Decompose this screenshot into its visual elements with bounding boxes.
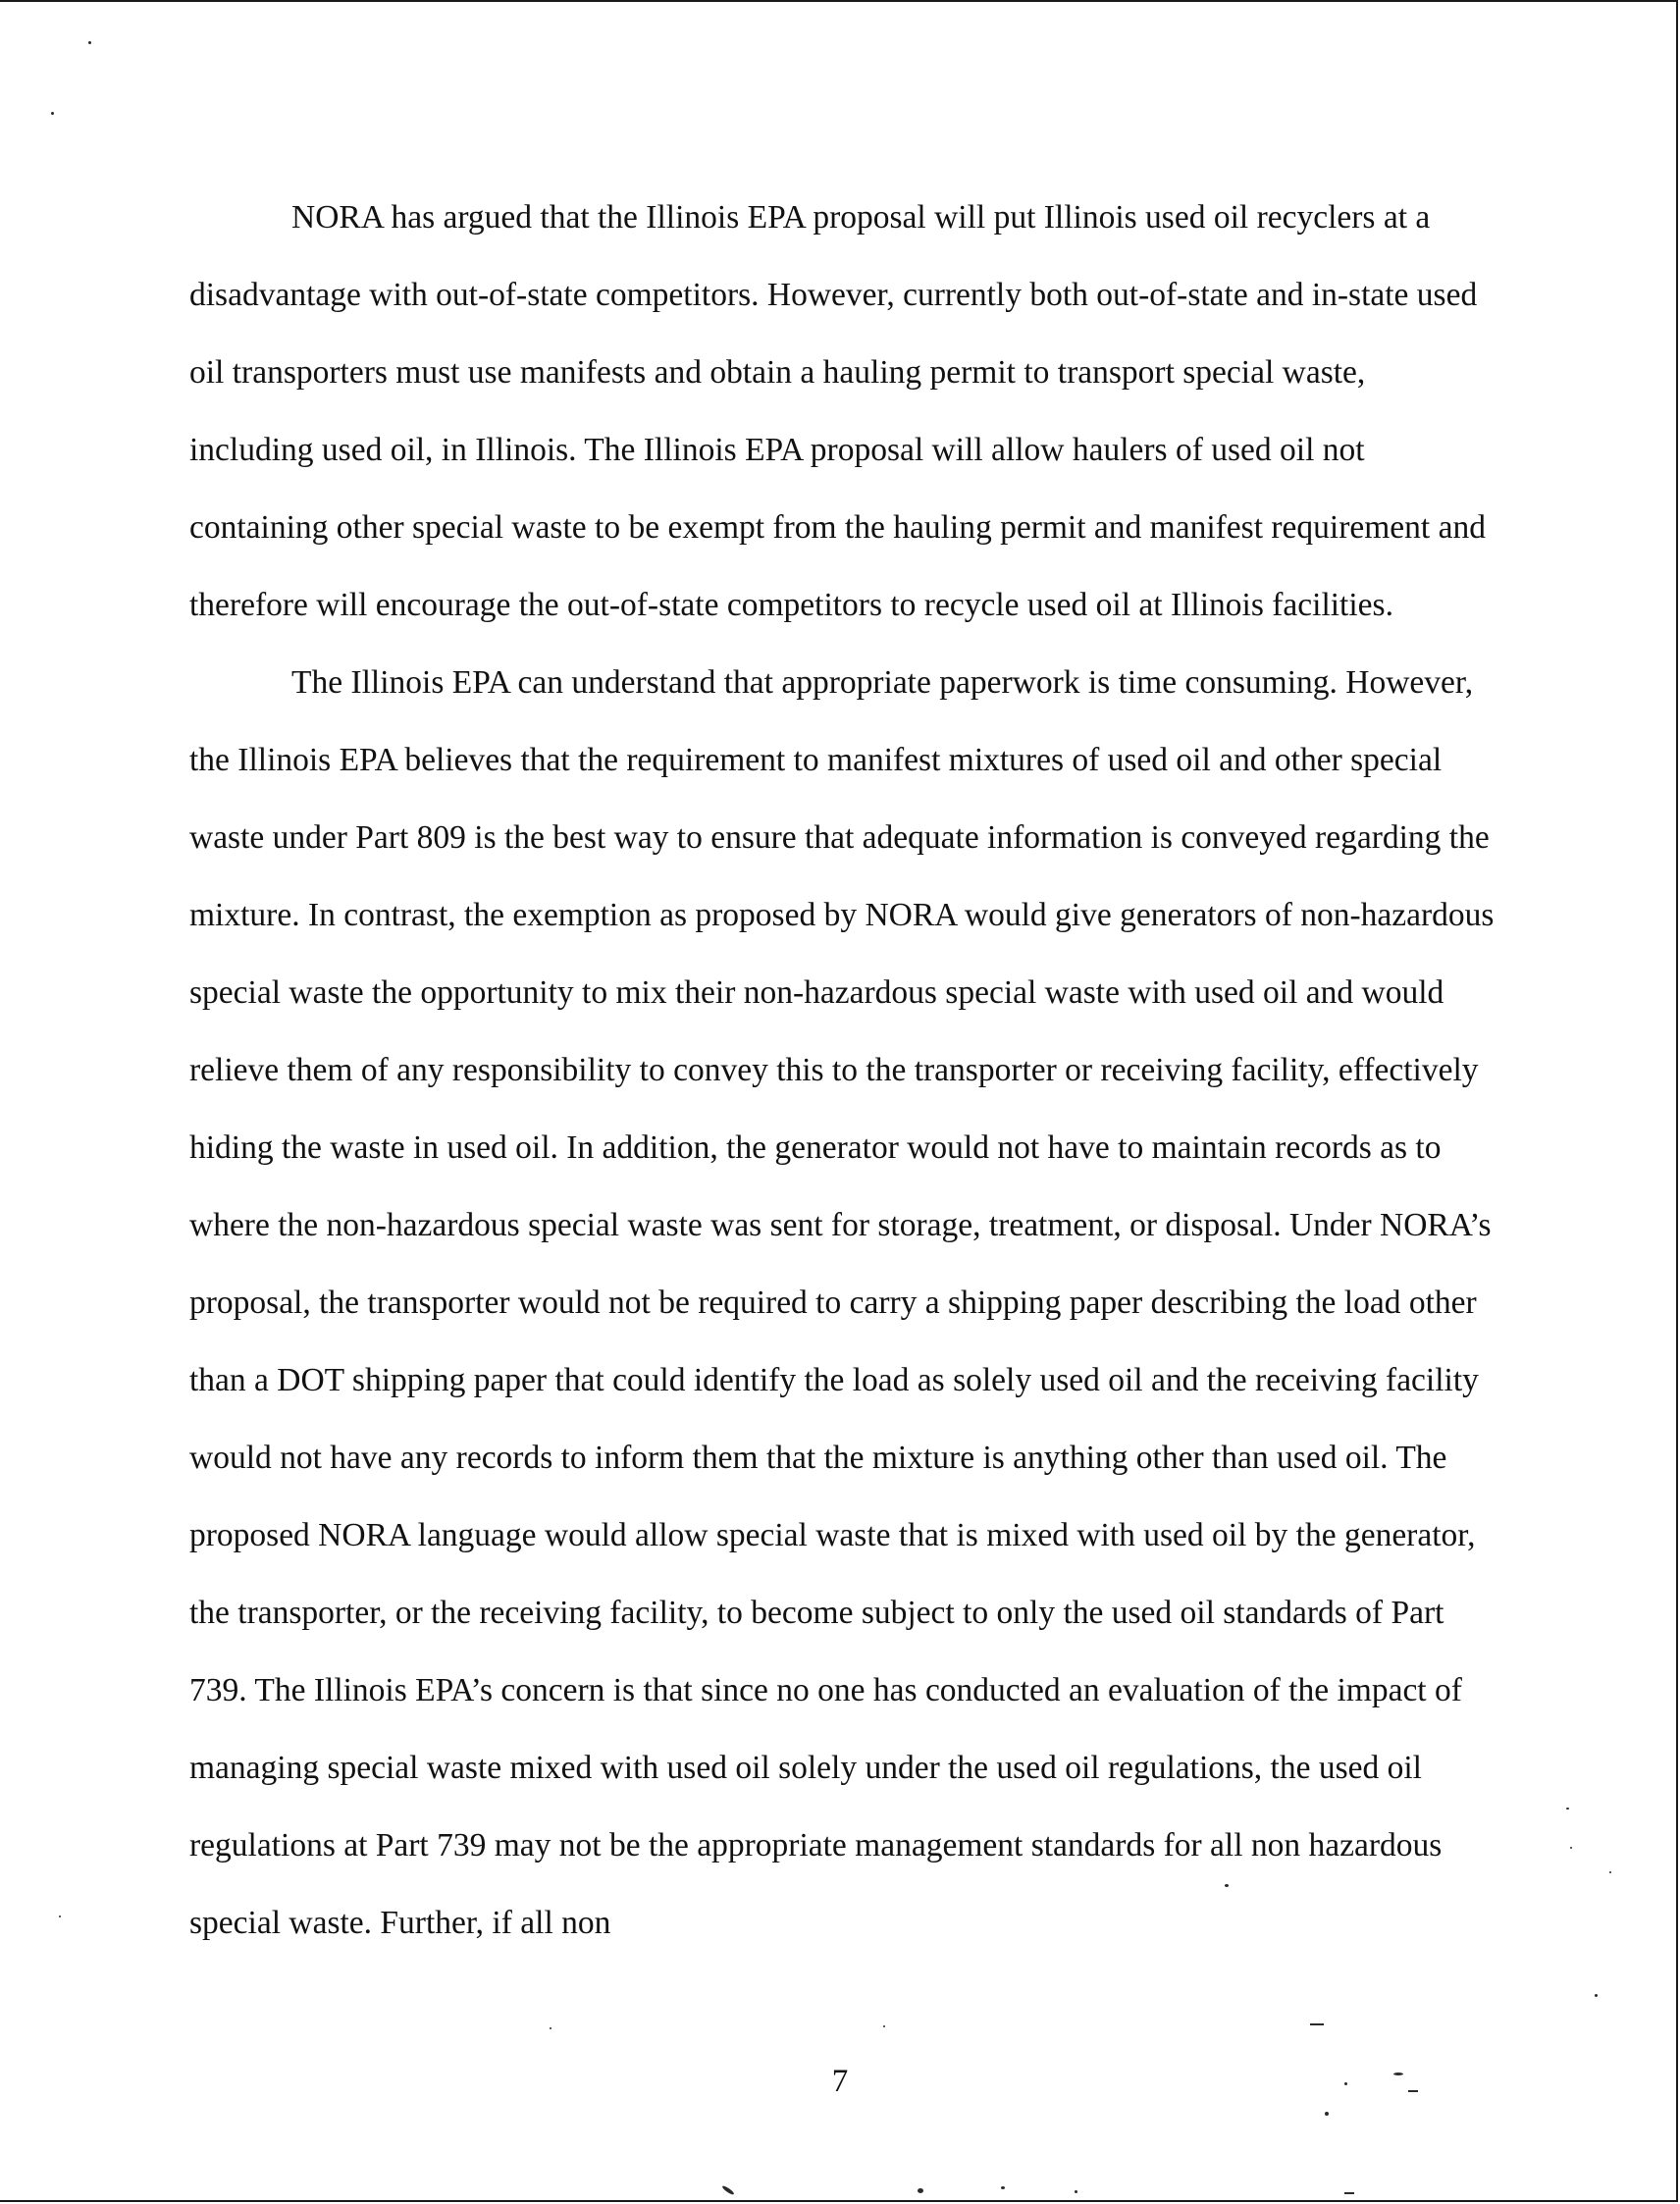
paragraph-1: NORA has argued that the Illinois EPA proposal will put Illinois used oil recyclers at a disadvantage with out-of-state competitors. However, currently both out-of-state and in-state used oil transporters must use manifests and obtain a hauling permit to transport special waste, including used oil, in Illinois. The Illinois EPA proposal will allow haulers of used oil not containing other special waste to be exempt from the hauling permit and manifest requirement and therefore will encourage the out-of-state competitors to recycle used oil at Illinois facilities. [189,199,1486,623]
page-number: 7 [831,2064,849,2099]
paragraph-2: The Illinois EPA can understand that appropriate paperwork is time consuming. However, the Illinois EPA believes that the requirement to manifest mixtures of used oil and other special waste under Part 809 is the best way to ensure that adequate information is conveyed regarding the mixture. In contrast, the exemption as proposed by NORA would give generators of non-hazardous special waste the opportunity to mix their non-hazardous special waste with used oil and would relieve them of any responsibility to convey this to the transporter or receiving facility, effectively hiding the waste in used oil. In addition, the generator would not have to maintain records as to where the non-hazardous special waste was sent for storage, treatment, or disposal. Under NORA’s proposal, the transporter would not be required to carry a shipping paper describing the load other than a DOT shipping paper that could identify the load as solely used oil and the receiving facility would not have any records to inform them that the mixture is anything other than used oil. The proposed NORA language would allow special waste that is mixed with used oil by the generator, the transporter, or the receiving facility, to become subject to only the used oil standards of Part 739. The Illinois EPA’s concern is that since no one has conducted an evaluation of the impact of managing special waste mixed with used oil solely under the used oil regulations, the used oil regulations at Part 739 may not be the appropriate management standards for all non hazardous special waste. Further, if all non [189,664,1495,1941]
body-text [189,179,1495,1962]
